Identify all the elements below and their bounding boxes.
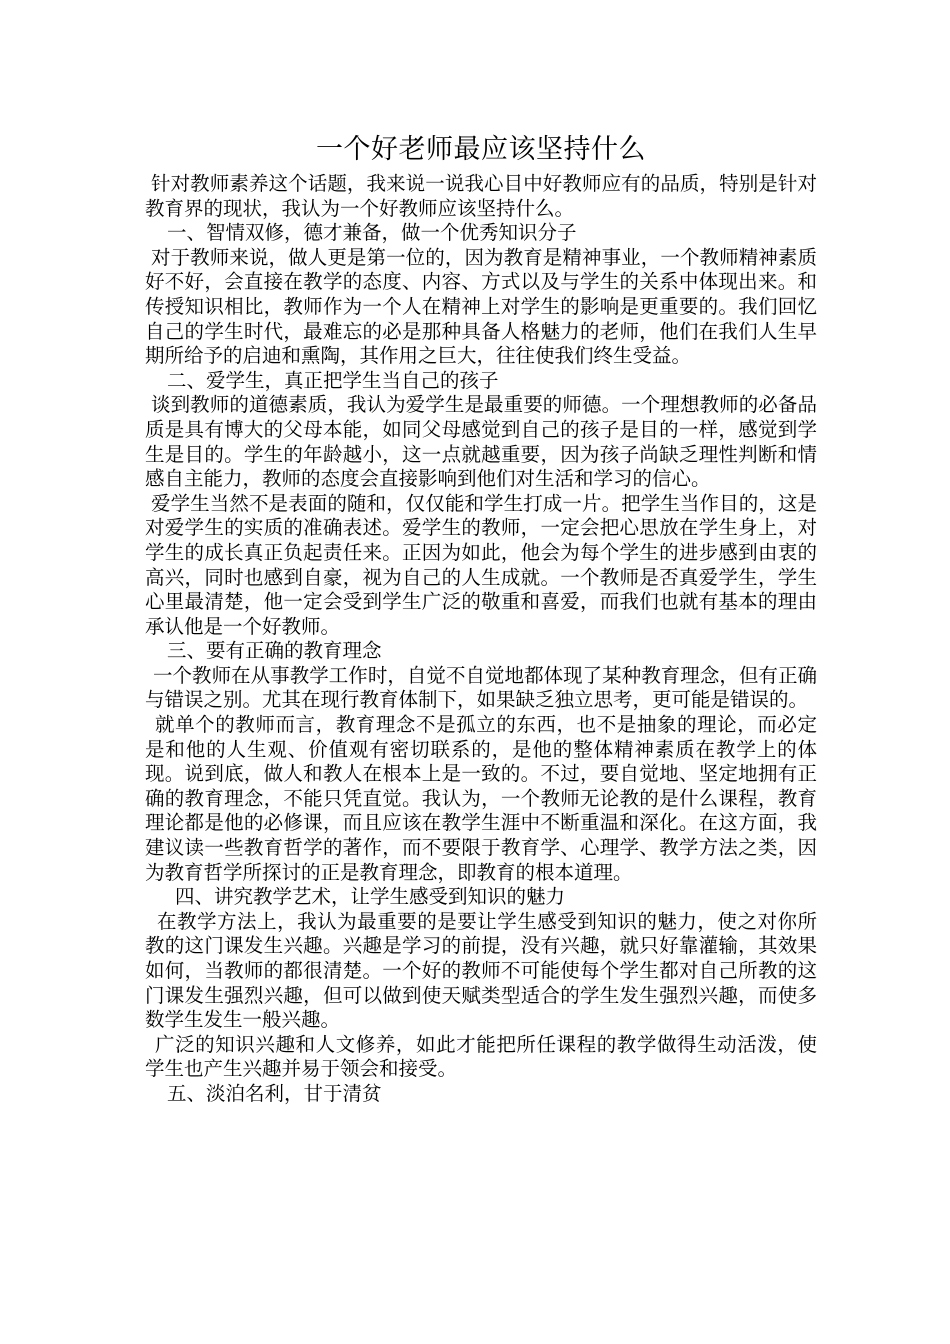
body-paragraph: 就单个的教师而言，教育理念不是孤立的东西，也不是抽象的理论，而必定是和他的人生观、价值观有密切联系的，是他的整体精神素质在教学上的体现。说到底，做人和教人在根本上是一致的。不过，要自觉地、坚定地拥有正确的教育理念，不能只凭直觉。我认为，一个教师无论教的是什么课程，教育理论都是他的必修课，而且应该在教学生涯中不断重温和深化。在这方面，我建议读一些教育哲学的著作，而不要限于教育学、心理学、教学方法之类，因为教育哲学所探讨的正是教育理念，即教育的根本道理。 xyxy=(145,713,817,884)
section-heading-1: 一、智情双修，德才兼备，做一个优秀知识分子 xyxy=(167,221,577,245)
section-heading-4: 四、讲究教学艺术，让学生感受到知识的魅力 xyxy=(175,885,566,909)
document-title: 一个好老师最应该坚持什么 xyxy=(316,134,646,165)
document-page xyxy=(145,132,817,1107)
body-paragraph: 谈到教师的道德素质，我认为爱学生是最重要的师德。一个理想教师的必备品质是具有博大的父母本能，如同父母感觉到自己的孩子是目的一样，感觉到学生是目的。学生的年龄越小，这一点就越重要，因为孩子尚缺乏理性判断和情感自主能力，教师的态度会直接影响到他们对生活和学习的信心。 xyxy=(145,393,817,491)
section-heading-2: 二、爱学生，真正把学生当自己的孩子 xyxy=(167,368,499,392)
intro-paragraph: 针对教师素养这个话题，我来说一说我心目中好教师应有的品质，特别是针对教育界的现状，我认为一个好教师应该坚持什么。 xyxy=(145,172,817,220)
body-paragraph: 在教学方法上，我认为最重要的是要让学生感受到知识的魅力，使之对你所教的这门课发生兴趣。兴趣是学习的前提，没有兴趣，就只好靠灌输，其效果如何，当教师的都很清楚。一个好的教师不可能使每个学生都对自己所教的这门课发生强烈兴趣，但可以做到使天赋类型适合的学生发生强烈兴趣，而使多数学生发生一般兴趣。 xyxy=(145,909,817,1032)
body-paragraph: 一个教师在从事教学工作时，自觉不自觉地都体现了某种教育理念，但有正确与错误之别。尤其在现行教育体制下，如果缺乏独立思考，更可能是错误的。 xyxy=(145,663,817,712)
section-heading-5: 五、淡泊名利，甘于清贫 xyxy=(167,1081,382,1105)
body-paragraph: 广泛的知识兴趣和人文修养，如此才能把所任课程的教学做得生动活泼，使学生也产生兴趣并易于领会和接受。 xyxy=(145,1032,817,1081)
body-paragraph: 对于教师来说，做人更是第一位的，因为教育是精神事业，一个教师精神素质好不好，会直接在教学的态度、内容、方式以及与学生的关系中体现出来。和传授知识相比，教师作为一个人在精神上对学生的影响是更重要的。我们回忆自己的学生时代，最难忘的必是那种具备人格魅力的老师，他们在我们人生早期所给予的启迪和熏陶，其作用之巨大，往往使我们终生受益。 xyxy=(145,245,817,368)
body-paragraph: 爱学生当然不是表面的随和，仅仅能和学生打成一片。把学生当作目的，这是对爱学生的实质的准确表述。爱学生的教师，一定会把心思放在学生身上，对学生的成长真正负起责任来。正因为如此，他会为每个学生的进步感到由衷的高兴，同时也感到自豪，视为自己的人生成就。一个教师是否真爱学生，学生心里最清楚，他一定会受到学生广泛的敬重和喜爱，而我们也就有基本的理由承认他是一个好教师。 xyxy=(145,491,817,638)
section-heading-3: 三、要有正确的教育理念 xyxy=(167,639,382,663)
